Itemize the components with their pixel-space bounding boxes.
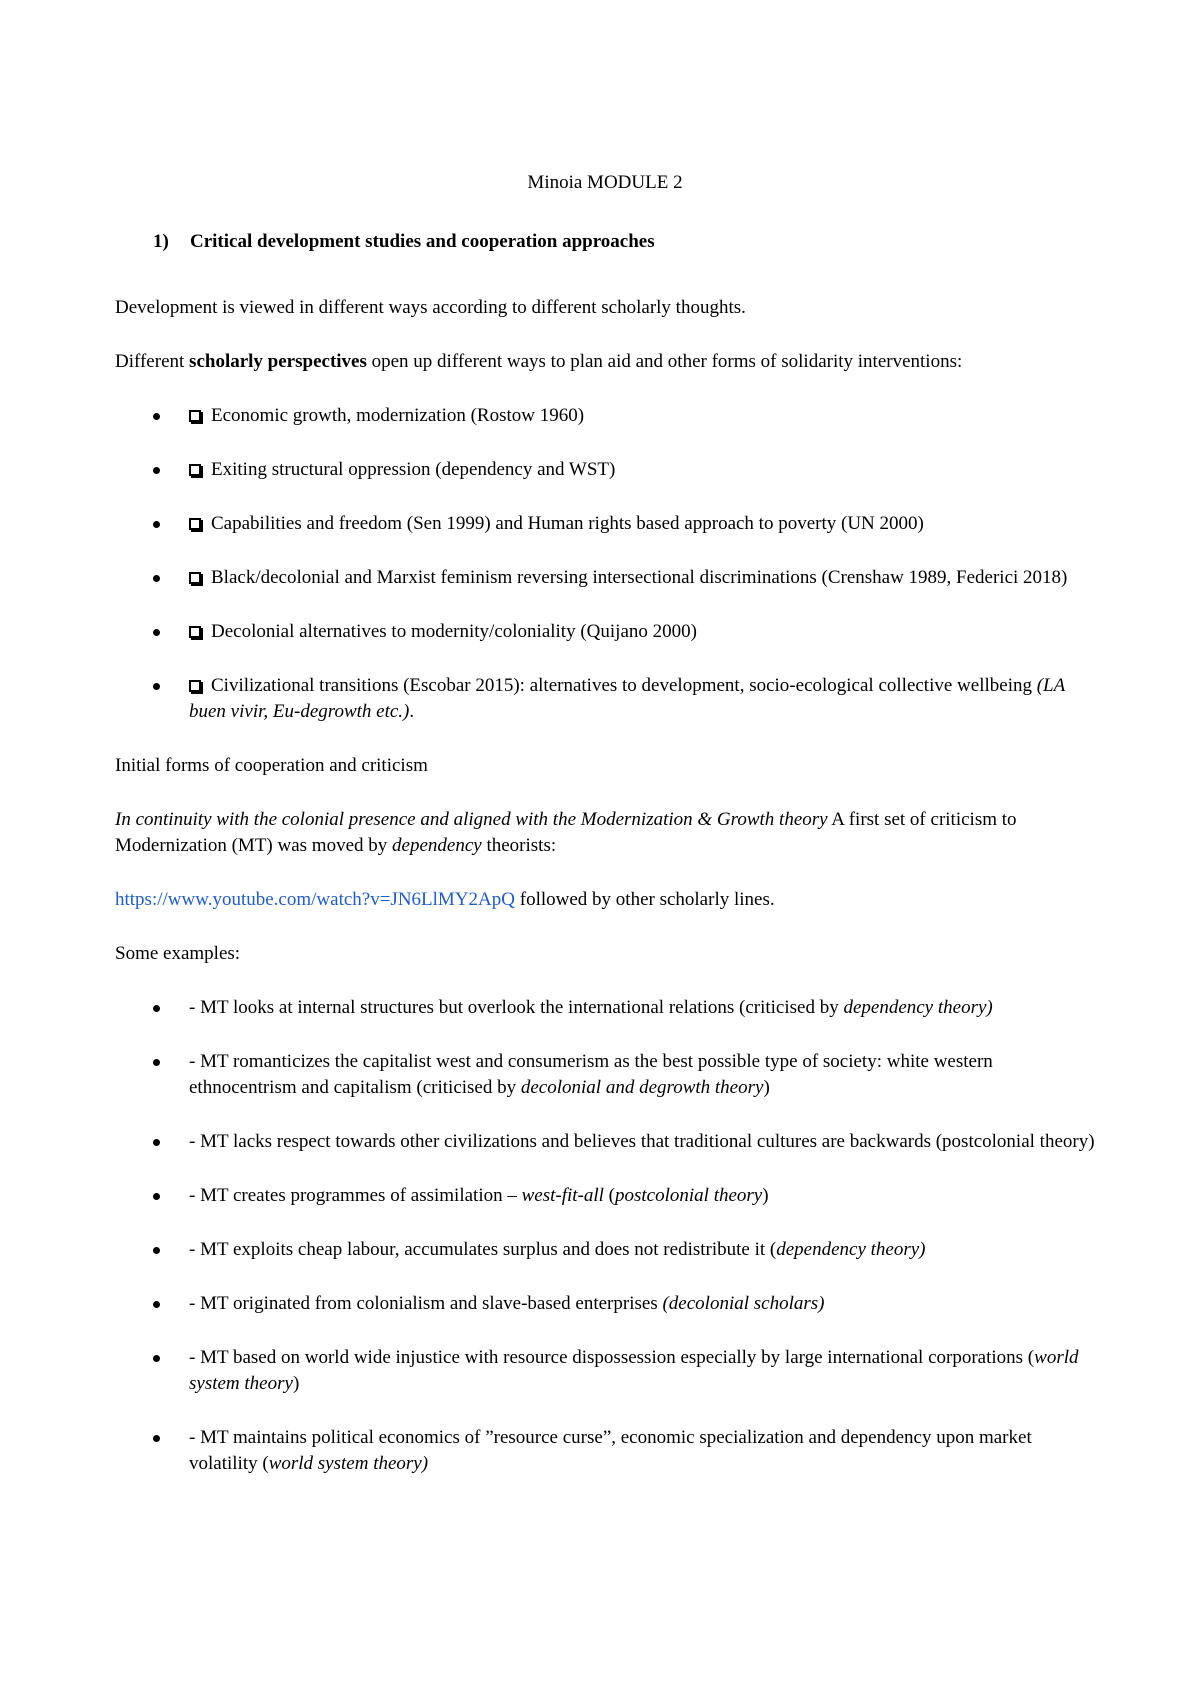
intro-paragraph-2: Different scholarly perspectives open up different ways to plan aid and other forms of solidarity interventions: — [115, 351, 963, 372]
list-item: Economic growth, modernization (Rostow 1960) — [115, 403, 1095, 429]
list-item: - MT maintains political economics of ”resource curse”, economic specialization and dependency upon market volatility (world system theory) — [115, 1425, 1095, 1477]
perspectives-list — [115, 403, 1095, 725]
bullet-icon — [153, 413, 160, 420]
bullet-icon — [153, 1247, 160, 1254]
list-item: Civilizational transitions (Escobar 2015): alternatives to development, socio-ecological collective wellbeing (LA buen vivir, Eu-degrowth etc.). — [115, 673, 1095, 725]
examples-label: Some examples: — [115, 943, 241, 964]
bullet-icon — [153, 1059, 160, 1066]
bullet-icon — [153, 683, 160, 690]
checkbox-icon — [189, 464, 201, 476]
list-item: - MT lacks respect towards other civilizations and believes that traditional cultures are backwards (postcolonial theory) — [115, 1129, 1095, 1155]
intro-paragraph-1: Development is viewed in different ways according to different scholarly thoughts. — [115, 297, 746, 318]
bullet-icon — [153, 521, 160, 528]
bullet-icon — [153, 575, 160, 582]
list-item: Black/decolonial and Marxist feminism reversing intersectional discriminations (Crenshaw 1989, Federici 2018) — [115, 565, 1095, 591]
checkbox-icon — [189, 680, 201, 692]
document-title: Minoia MODULE 2 — [527, 172, 683, 193]
bullet-icon — [153, 467, 160, 474]
scholarly-perspectives-emphasis: scholarly perspectives — [189, 351, 367, 372]
examples-list — [115, 995, 1095, 1477]
section-heading-text: Critical development studies and cooperation approaches — [190, 231, 655, 252]
checkbox-icon — [189, 410, 201, 422]
list-item: Decolonial alternatives to modernity/coloniality (Quijano 2000) — [115, 619, 1095, 645]
continuity-paragraph: In continuity with the colonial presence and aligned with the Modernization & Growth theory A first set of criticism to Modernization (MT) was moved by dependency theorists: — [115, 809, 1017, 856]
bullet-icon — [153, 1355, 160, 1362]
checkbox-icon — [189, 572, 201, 584]
document-body — [115, 170, 1095, 1505]
list-item: Capabilities and freedom (Sen 1999) and Human rights based approach to poverty (UN 2000) — [115, 511, 1095, 537]
checkbox-icon — [189, 518, 201, 530]
bullet-icon — [153, 1193, 160, 1200]
bullet-icon — [153, 1005, 160, 1012]
bullet-icon — [153, 1301, 160, 1308]
video-paragraph: https://www.youtube.com/watch?v=JN6LlMY2ApQ followed by other scholarly lines. — [115, 889, 775, 910]
list-item: - MT based on world wide injustice with resource dispossession especially by large international corporations (world system theory) — [115, 1345, 1095, 1397]
bullet-icon — [153, 629, 160, 636]
list-item: - MT creates programmes of assimilation – west-fit-all (postcolonial theory) — [115, 1183, 1095, 1209]
bullet-icon — [153, 1139, 160, 1146]
section-number: 1) — [153, 231, 169, 252]
list-item: Exiting structural oppression (dependency and WST) — [115, 457, 1095, 483]
youtube-link[interactable]: https://www.youtube.com/watch?v=JN6LlMY2ApQ — [115, 889, 515, 910]
list-item: - MT originated from colonialism and slave-based enterprises (decolonial scholars) — [115, 1291, 1095, 1317]
bullet-icon — [153, 1435, 160, 1442]
checkbox-icon — [189, 626, 201, 638]
list-item: - MT romanticizes the capitalist west and consumerism as the best possible type of society: white western ethnocentrism and capitalism (criticised by decolonial and degrowth theory) — [115, 1049, 1095, 1101]
initial-forms-paragraph: Initial forms of cooperation and criticism — [115, 755, 428, 776]
list-item: - MT looks at internal structures but overlook the international relations (criticised by dependency theory) — [115, 995, 1095, 1021]
list-item: - MT exploits cheap labour, accumulates surplus and does not redistribute it (dependency theory) — [115, 1237, 1095, 1263]
section-heading — [115, 229, 1095, 255]
